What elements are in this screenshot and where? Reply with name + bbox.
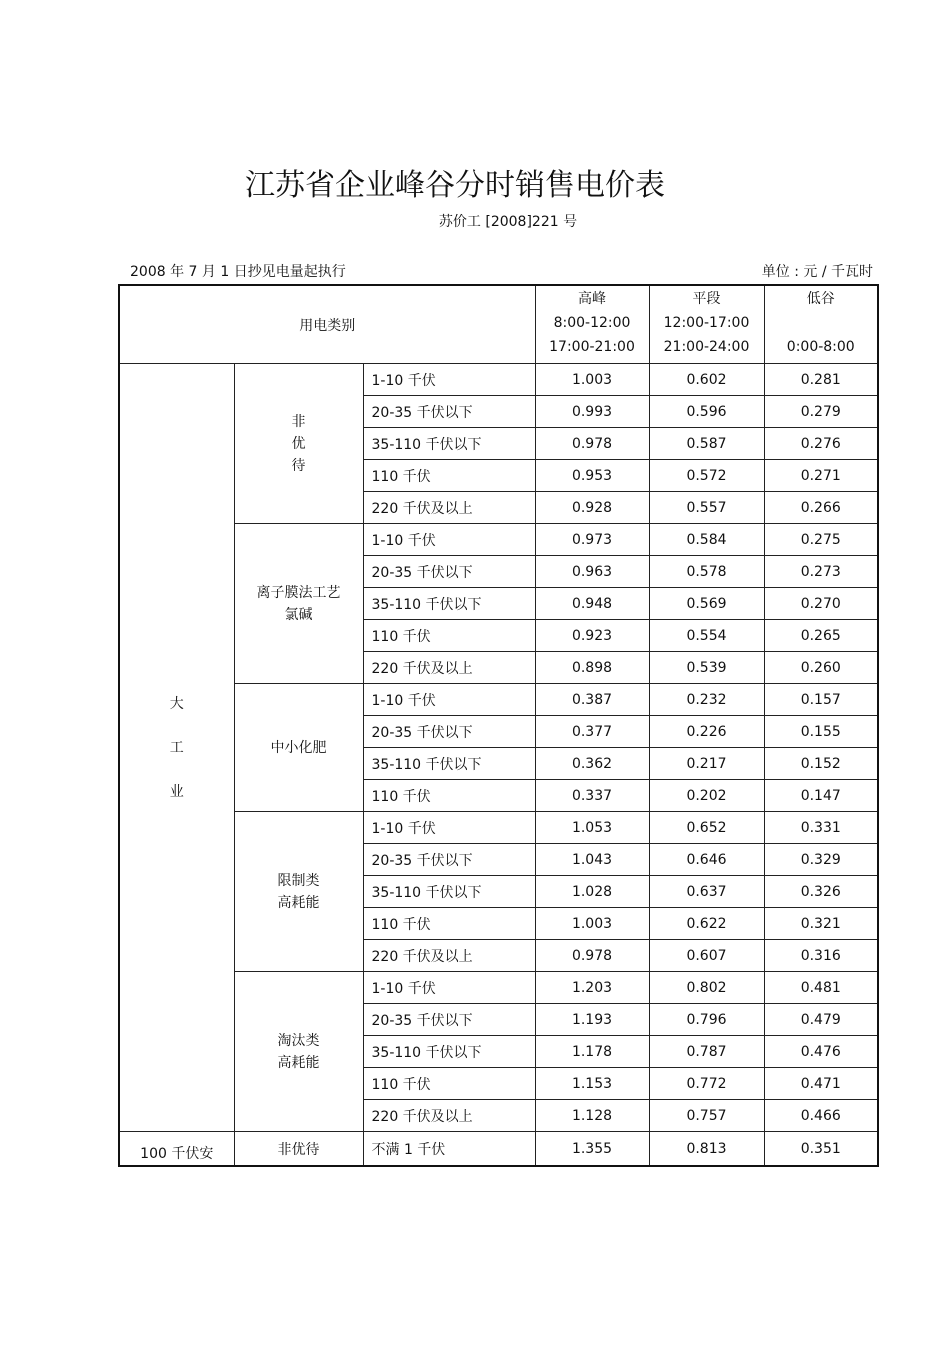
valley-price-cell: 0.279	[764, 396, 878, 428]
valley-price-cell: 0.152	[764, 748, 878, 780]
flat-price-cell: 0.217	[649, 748, 764, 780]
flat-price-cell: 0.584	[649, 524, 764, 556]
voltage-cell: 1-10 千伏	[363, 972, 535, 1004]
flat-price-cell: 0.796	[649, 1004, 764, 1036]
peak-price-cell: 0.953	[535, 460, 649, 492]
peak-price-cell: 0.377	[535, 716, 649, 748]
header-valley-time: 0:00-8:00	[786, 339, 855, 355]
last-subcategory-cell: 非优待	[234, 1132, 363, 1167]
flat-price-cell: 0.569	[649, 588, 764, 620]
flat-price-cell: 0.607	[649, 940, 764, 972]
last-category-cell: 100 千伏安	[119, 1132, 234, 1167]
flat-price-cell: 0.802	[649, 972, 764, 1004]
peak-price-cell: 0.978	[535, 428, 649, 460]
subcategory-cell	[234, 972, 363, 1132]
flat-price-cell: 0.587	[649, 428, 764, 460]
voltage-cell: 20-35 千伏以下	[363, 396, 535, 428]
valley-price-cell: 0.276	[764, 428, 878, 460]
flat-price-cell: 0.578	[649, 556, 764, 588]
voltage-cell: 1-10 千伏	[363, 364, 535, 396]
valley-price-cell: 0.147	[764, 780, 878, 812]
major-category-cell	[119, 364, 234, 1132]
subcategory-cell	[234, 684, 363, 812]
header-flat	[649, 285, 764, 364]
valley-price-cell: 0.273	[764, 556, 878, 588]
subcategory-label: 淘汰类 高耗能	[277, 1032, 320, 1071]
valley-price-cell: 0.321	[764, 908, 878, 940]
subcategory-label: 限制类 高耗能	[277, 872, 320, 911]
flat-price-cell: 0.572	[649, 460, 764, 492]
flat-price-cell: 0.622	[649, 908, 764, 940]
header-peak-time1: 8:00-12:00	[553, 315, 631, 331]
header-peak	[535, 285, 649, 364]
voltage-cell: 110 千伏	[363, 460, 535, 492]
valley-price-cell: 0.479	[764, 1004, 878, 1036]
valley-price-cell: 0.481	[764, 972, 878, 1004]
major-category-label: 大 工 业	[169, 695, 184, 800]
peak-price-cell: 0.928	[535, 492, 649, 524]
voltage-cell: 35-110 千伏以下	[363, 1036, 535, 1068]
valley-price-cell: 0.270	[764, 588, 878, 620]
voltage-cell: 110 千伏	[363, 780, 535, 812]
header-flat-time1: 12:00-17:00	[663, 315, 750, 331]
peak-price-cell: 0.337	[535, 780, 649, 812]
subcategory-label: 非 优 待	[291, 413, 306, 474]
flat-price-cell: 0.787	[649, 1036, 764, 1068]
valley-price-cell: 0.155	[764, 716, 878, 748]
valley-price-cell: 0.275	[764, 524, 878, 556]
voltage-cell: 35-110 千伏以下	[363, 748, 535, 780]
peak-price-cell: 0.973	[535, 524, 649, 556]
flat-price-cell: 0.637	[649, 876, 764, 908]
table-row	[119, 1132, 878, 1167]
voltage-cell: 220 千伏及以上	[363, 652, 535, 684]
voltage-cell: 20-35 千伏以下	[363, 716, 535, 748]
peak-price-cell: 1.355	[535, 1132, 649, 1167]
valley-price-cell: 0.476	[764, 1036, 878, 1068]
flat-price-cell: 0.596	[649, 396, 764, 428]
voltage-cell: 1-10 千伏	[363, 684, 535, 716]
subcategory-cell	[234, 812, 363, 972]
peak-price-cell: 0.923	[535, 620, 649, 652]
flat-price-cell: 0.557	[649, 492, 764, 524]
voltage-cell: 1-10 千伏	[363, 812, 535, 844]
voltage-cell: 220 千伏及以上	[363, 1100, 535, 1132]
flat-price-cell: 0.757	[649, 1100, 764, 1132]
valley-price-cell: 0.466	[764, 1100, 878, 1132]
flat-price-cell: 0.232	[649, 684, 764, 716]
price-table	[118, 284, 879, 1167]
voltage-cell: 20-35 千伏以下	[363, 556, 535, 588]
voltage-cell: 不满 1 千伏	[363, 1132, 535, 1167]
voltage-cell: 220 千伏及以上	[363, 492, 535, 524]
peak-price-cell: 0.963	[535, 556, 649, 588]
peak-price-cell: 0.993	[535, 396, 649, 428]
voltage-cell: 20-35 千伏以下	[363, 1004, 535, 1036]
peak-price-cell: 0.387	[535, 684, 649, 716]
valley-price-cell: 0.281	[764, 364, 878, 396]
valley-price-cell: 0.266	[764, 492, 878, 524]
voltage-cell: 35-110 千伏以下	[363, 428, 535, 460]
header-valley-spacer	[765, 311, 878, 335]
valley-price-cell: 0.157	[764, 684, 878, 716]
peak-price-cell: 1.043	[535, 844, 649, 876]
header-peak-label: 高峰	[578, 291, 606, 307]
flat-price-cell: 0.226	[649, 716, 764, 748]
peak-price-cell: 1.003	[535, 364, 649, 396]
peak-price-cell: 1.128	[535, 1100, 649, 1132]
flat-price-cell: 0.602	[649, 364, 764, 396]
peak-price-cell: 1.153	[535, 1068, 649, 1100]
peak-price-cell: 0.978	[535, 940, 649, 972]
flat-price-cell: 0.539	[649, 652, 764, 684]
flat-price-cell: 0.646	[649, 844, 764, 876]
document-number: 苏价工 [2008]221 号	[438, 214, 578, 230]
flat-price-cell: 0.813	[649, 1132, 764, 1167]
peak-price-cell: 0.948	[535, 588, 649, 620]
valley-price-cell: 0.260	[764, 652, 878, 684]
valley-price-cell: 0.316	[764, 940, 878, 972]
header-flat-label: 平段	[692, 291, 721, 307]
voltage-cell: 1-10 千伏	[363, 524, 535, 556]
valley-price-cell: 0.331	[764, 812, 878, 844]
voltage-cell: 110 千伏	[363, 620, 535, 652]
valley-price-cell: 0.471	[764, 1068, 878, 1100]
flat-price-cell: 0.652	[649, 812, 764, 844]
peak-price-cell: 1.053	[535, 812, 649, 844]
peak-price-cell: 0.362	[535, 748, 649, 780]
flat-price-cell: 0.554	[649, 620, 764, 652]
header-flat-time2: 21:00-24:00	[663, 339, 750, 355]
voltage-cell: 20-35 千伏以下	[363, 844, 535, 876]
header-category: 用电类别	[119, 285, 535, 364]
voltage-cell: 35-110 千伏以下	[363, 876, 535, 908]
peak-price-cell: 1.003	[535, 908, 649, 940]
header-valley	[764, 285, 878, 364]
voltage-cell: 110 千伏	[363, 908, 535, 940]
valley-price-cell: 0.265	[764, 620, 878, 652]
header-valley-label: 低谷	[806, 291, 835, 307]
subcategory-label: 中小化肥	[270, 739, 327, 756]
peak-price-cell: 1.203	[535, 972, 649, 1004]
valley-price-cell: 0.326	[764, 876, 878, 908]
valley-price-cell: 0.329	[764, 844, 878, 876]
peak-price-cell: 1.193	[535, 1004, 649, 1036]
price-table-body	[119, 285, 878, 1166]
voltage-cell: 35-110 千伏以下	[363, 588, 535, 620]
peak-price-cell: 1.178	[535, 1036, 649, 1068]
flat-price-cell: 0.772	[649, 1068, 764, 1100]
unit-note: 单位 : 元 / 千瓦时	[761, 264, 873, 280]
peak-price-cell: 1.028	[535, 876, 649, 908]
subcategory-label: 离子膜法工艺 氯碱	[256, 584, 341, 623]
table-row	[119, 364, 878, 396]
page-title: 江苏省企业峰谷分时销售电价表	[245, 168, 665, 203]
effective-date-note: 2008 年 7 月 1 日抄见电量起执行	[130, 264, 346, 280]
valley-price-cell: 0.351	[764, 1132, 878, 1167]
table-header-row	[119, 285, 878, 364]
valley-price-cell: 0.271	[764, 460, 878, 492]
peak-price-cell: 0.898	[535, 652, 649, 684]
flat-price-cell: 0.202	[649, 780, 764, 812]
header-peak-time2: 17:00-21:00	[549, 339, 635, 355]
voltage-cell: 110 千伏	[363, 1068, 535, 1100]
subcategory-cell	[234, 364, 363, 524]
subcategory-cell	[234, 524, 363, 684]
voltage-cell: 220 千伏及以上	[363, 940, 535, 972]
